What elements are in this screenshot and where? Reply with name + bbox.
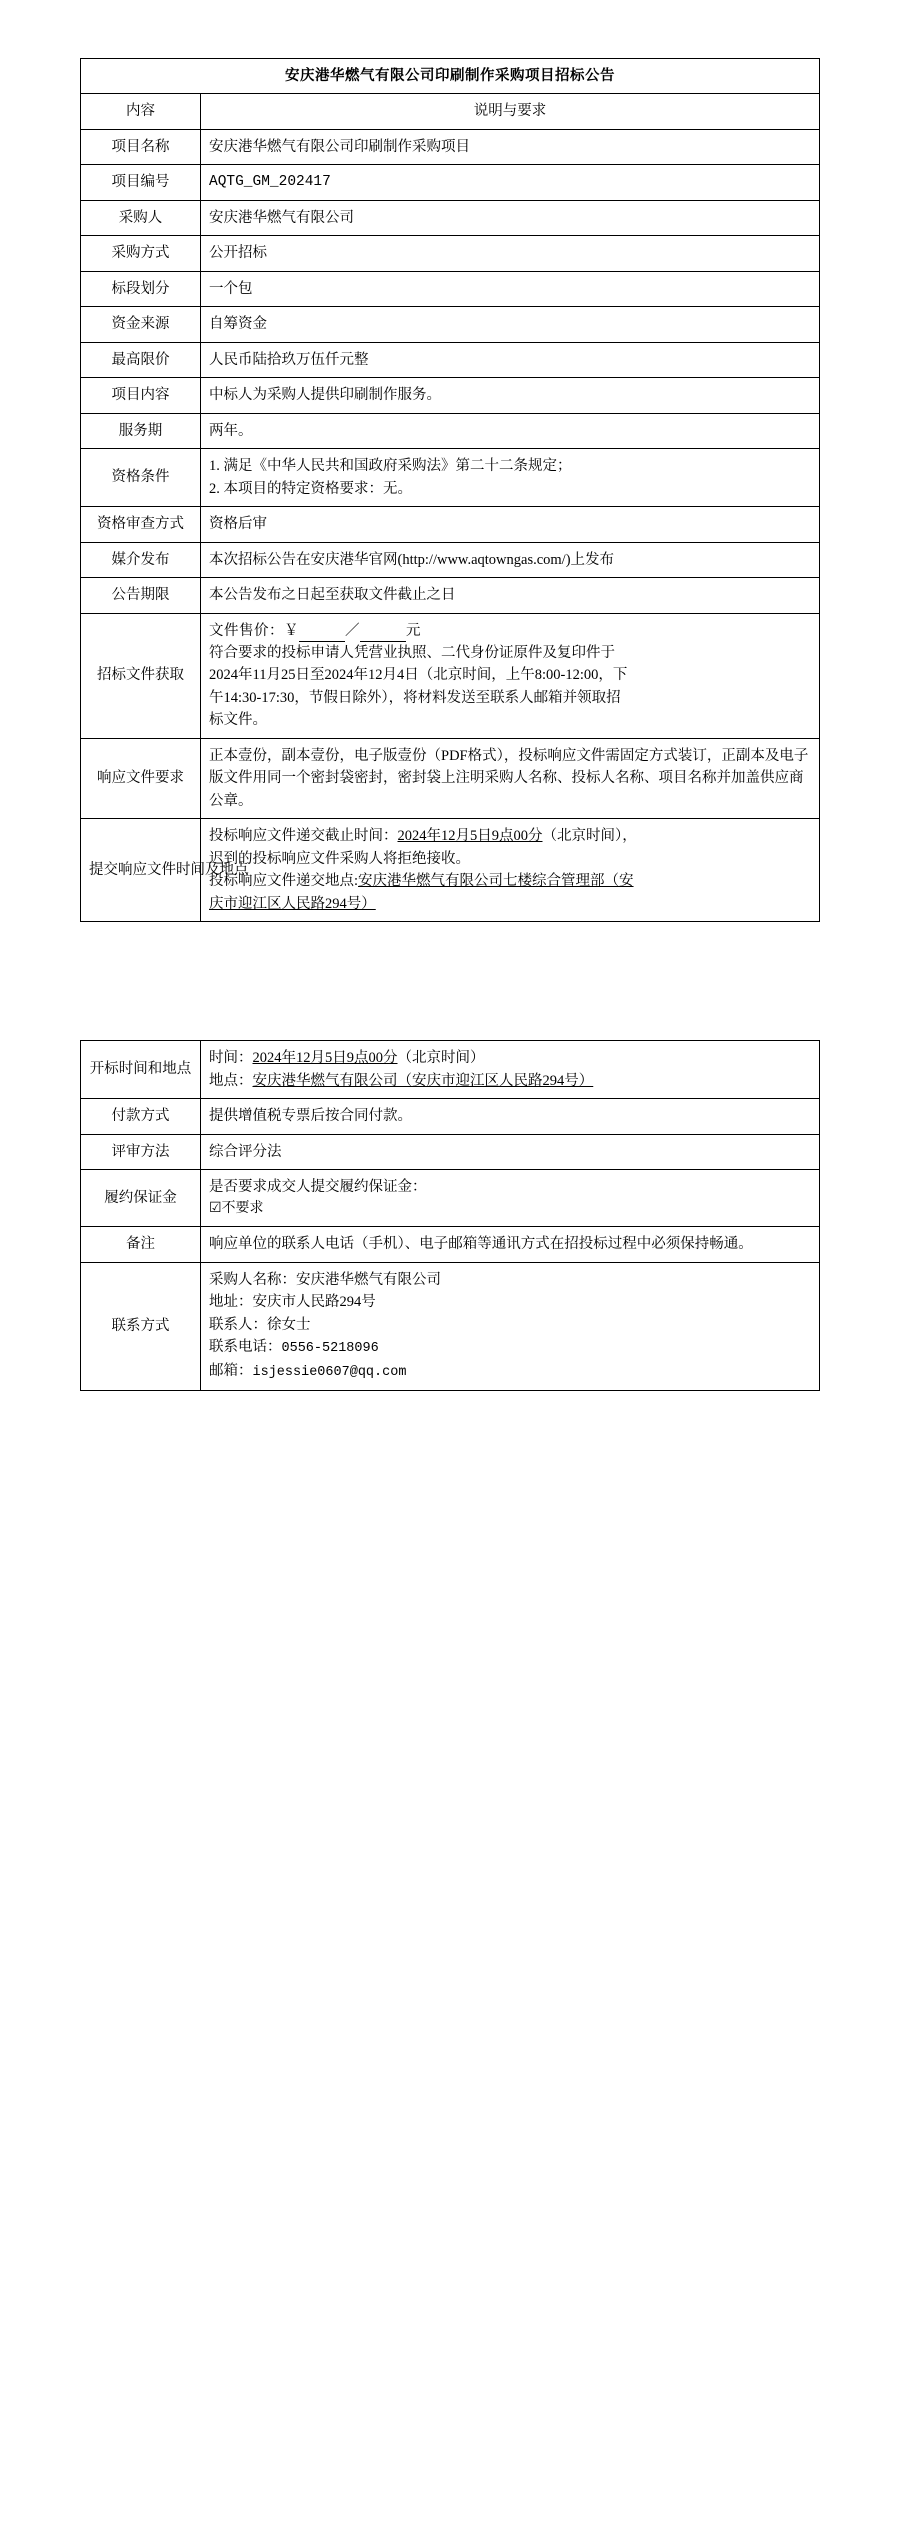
row-value-qualification-review: 资格后审 [201, 507, 820, 542]
contact-address-line [209, 1291, 811, 1313]
header-content-label: 内容 [81, 94, 201, 129]
row-value-purchase-method: 公开招标 [201, 236, 820, 271]
row-label-funding-source: 资金来源 [81, 307, 201, 342]
contact-phone-value: 0556-5218096 [281, 1341, 379, 1357]
submission-deadline-line [209, 825, 811, 847]
table-header-row [81, 94, 820, 129]
submission-late-note: 迟到的投标响应文件采购人将拒绝接收。 [209, 850, 470, 867]
bid-opening-place-line [209, 1070, 811, 1092]
submission-place-value-1: 安庆港华燃气有限公司七楼综合管理部（安 [358, 873, 634, 890]
header-description-label: 说明与要求 [201, 94, 820, 129]
row-value-submission-time-place [201, 819, 820, 922]
announcement-table-part2 [80, 1040, 820, 1391]
row-value-review-method: 综合评分法 [201, 1134, 820, 1169]
contact-purchaser-line [209, 1269, 811, 1291]
contact-email-value: isjessie0607@qq.com [252, 1364, 407, 1380]
row-value-max-price: 人民币陆拾玖万伍仟元整 [201, 342, 820, 377]
table-row [81, 342, 820, 377]
doc-acquire-line-5: 标文件。 [209, 712, 267, 729]
doc-acquire-line-2: 符合要求的投标申请人凭营业执照、二代身份证原件及复印件于 [209, 644, 615, 661]
doc-acquire-line-4: 午14:30-17:30，节假日除外），将材料发送至联系人邮箱并领取招 [209, 689, 621, 706]
bid-opening-time-prefix: 时间： [209, 1050, 253, 1067]
bid-opening-time-suffix: （北京时间） [397, 1050, 485, 1067]
performance-bond-question: 是否要求成交人提交履约保证金： [209, 1179, 427, 1195]
table-row [81, 129, 820, 164]
submission-place-value-2: 庆市迎江区人民路294号） [209, 895, 376, 912]
row-label-qualification: 资格条件 [81, 449, 201, 507]
section-spacer [80, 922, 820, 1040]
bid-opening-time-line [209, 1047, 811, 1069]
row-label-purchaser: 采购人 [81, 200, 201, 235]
row-label-project-content: 项目内容 [81, 378, 201, 413]
row-label-lot-division: 标段划分 [81, 271, 201, 306]
row-value-bid-opening [201, 1041, 820, 1099]
row-label-performance-bond: 履约保证金 [81, 1170, 201, 1227]
row-label-submission-time-place: 提交响应文件时间及地点 [81, 819, 201, 922]
contact-address-label: 地址： [209, 1294, 253, 1311]
submission-deadline-suffix: （北京时间）， [542, 828, 637, 845]
row-value-project-number: AQTG_GM_202417 [201, 165, 820, 200]
doc-price-line [209, 620, 811, 642]
row-value-media-release: 本次招标公告在安庆港华官网(http://www.aqtowngas.com/)上发布 [201, 542, 820, 577]
row-value-funding-source: 自筹资金 [201, 307, 820, 342]
row-label-service-period: 服务期 [81, 413, 201, 448]
row-label-max-price: 最高限价 [81, 342, 201, 377]
doc-price-blank-1 [299, 627, 345, 642]
table-row [81, 738, 820, 818]
row-label-media-release: 媒介发布 [81, 542, 201, 577]
bid-opening-place-value: 安庆港华燃气有限公司（安庆市迎江区人民路294号） [252, 1072, 594, 1089]
table-row [81, 378, 820, 413]
table-row [81, 613, 820, 738]
row-label-review-method: 评审方法 [81, 1134, 201, 1169]
row-value-purchaser: 安庆港华燃气有限公司 [201, 200, 820, 235]
table-row [81, 271, 820, 306]
table-row [81, 1099, 820, 1134]
contact-email-label: 邮箱： [209, 1362, 253, 1379]
table-row [81, 1262, 820, 1390]
table-row [81, 1227, 820, 1262]
table-row [81, 413, 820, 448]
table-row [81, 542, 820, 577]
row-value-lot-division: 一个包 [201, 271, 820, 306]
table-row [81, 165, 820, 200]
row-value-service-period: 两年。 [201, 413, 820, 448]
row-value-payment-method: 提供增值税专票后按合同付款。 [201, 1099, 820, 1134]
table-row [81, 236, 820, 271]
contact-person-label: 联系人： [209, 1316, 267, 1333]
contact-purchaser-value: 安庆港华燃气有限公司 [296, 1271, 441, 1288]
contact-email-line [209, 1360, 811, 1384]
row-label-purchase-method: 采购方式 [81, 236, 201, 271]
contact-person-line [209, 1314, 811, 1336]
row-label-project-name: 项目名称 [81, 129, 201, 164]
row-value-document-acquisition [201, 613, 820, 738]
doc-price-prefix: 文件售价：￥ [209, 622, 299, 639]
contact-person-value: 徐女士 [267, 1316, 311, 1333]
submission-deadline-prefix: 投标响应文件递交截止时间： [209, 828, 398, 845]
row-label-payment-method: 付款方式 [81, 1099, 201, 1134]
row-label-qualification-review: 资格审查方式 [81, 507, 201, 542]
qualification-line-2: 2. 本项目的特定资格要求：无。 [209, 480, 412, 497]
contact-purchaser-label: 采购人名称： [209, 1271, 296, 1288]
row-value-qualification [201, 449, 820, 507]
contact-phone-line [209, 1336, 811, 1360]
document-title: 安庆港华燃气有限公司印刷制作采购项目招标公告 [81, 59, 820, 94]
table-row [81, 307, 820, 342]
row-label-contact: 联系方式 [81, 1262, 201, 1390]
row-value-project-content: 中标人为采购人提供印刷制作服务。 [201, 378, 820, 413]
contact-phone-label: 联系电话： [209, 1339, 282, 1356]
doc-price-blank-2 [360, 627, 406, 642]
bid-opening-time-value: 2024年12月5日9点00分 [252, 1050, 398, 1067]
row-value-contact [201, 1262, 820, 1390]
doc-price-suffix: 元 [406, 622, 421, 639]
table-row [81, 1134, 820, 1169]
table-row [81, 1170, 820, 1227]
submission-place-line [209, 870, 811, 892]
table-row [81, 819, 820, 922]
submission-deadline-value: 2024年12月5日9点00分 [397, 828, 543, 845]
doc-price-mid: ／ [345, 622, 360, 639]
row-value-remarks: 响应单位的联系人电话（手机）、电子邮箱等通讯方式在招投标过程中必须保持畅通。 [201, 1227, 820, 1262]
table-row [81, 1041, 820, 1099]
table-row [81, 200, 820, 235]
announcement-table-part1 [80, 58, 820, 922]
qualification-line-1: 1. 满足《中华人民共和国政府采购法》第二十二条规定； [209, 458, 572, 475]
doc-acquire-line-3: 2024年11月25日至2024年12月4日（北京时间，上午8:00-12:00，下 [209, 667, 628, 684]
row-label-announcement-period: 公告期限 [81, 578, 201, 613]
row-value-response-doc-requirement: 正本壹份，副本壹份，电子版壹份（PDF格式），投标响应文件需固定方式装订，正副本及电子版文件用同一个密封袋密封，密封袋上注明采购人名称、投标人名称、项目名称并加盖供应商公章。 [201, 738, 820, 818]
row-value-announcement-period: 本公告发布之日起至获取文件截止之日 [201, 578, 820, 613]
bid-opening-place-prefix: 地点： [209, 1072, 253, 1089]
performance-bond-checkbox-option: ☑不要求 [209, 1200, 264, 1217]
row-value-project-name: 安庆港华燃气有限公司印刷制作采购项目 [201, 129, 820, 164]
table-row [81, 449, 820, 507]
row-label-document-acquisition: 招标文件获取 [81, 613, 201, 738]
row-label-project-number: 项目编号 [81, 165, 201, 200]
contact-address-value: 安庆市人民路294号 [252, 1294, 376, 1311]
table-title-row [81, 59, 820, 94]
row-label-remarks: 备注 [81, 1227, 201, 1262]
row-label-response-doc-requirement: 响应文件要求 [81, 738, 201, 818]
submission-place-prefix: 投标响应文件递交地点: [209, 873, 359, 890]
table-row [81, 578, 820, 613]
row-label-bid-opening: 开标时间和地点 [81, 1041, 201, 1099]
table-row [81, 507, 820, 542]
row-value-performance-bond [201, 1170, 820, 1227]
